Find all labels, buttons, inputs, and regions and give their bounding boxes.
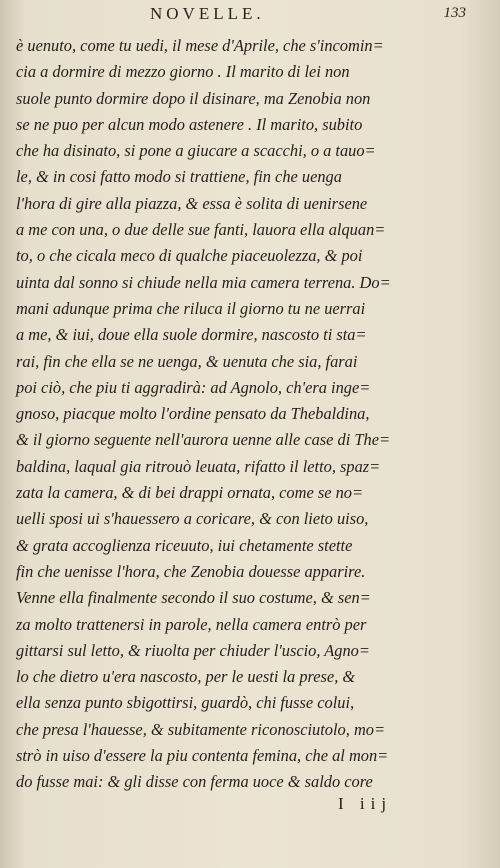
text-line: le, & in cosi fatto modo si trattiene, fin che uenga [16, 167, 342, 187]
text-line: fin che uenisse l'hora, che Zenobia douesse apparire. [16, 561, 366, 581]
text-line: uinta dal sonno si chiude nella mia camera terrena. Do= [16, 272, 391, 292]
text-line: mani adunque prima che riluca il giorno tu ne uerrai [16, 298, 366, 318]
text-line: cia a dormire di mezzo giorno . Il marito di lei non [16, 62, 350, 82]
text-line: & il giorno seguente nell'aurora uenne alle case di The= [16, 430, 391, 450]
text-line: lo che dietro u'era nascosto, per le uesti la prese, & [16, 667, 356, 687]
text-line: do fusse mai: & gli disse con ferma uoce & saldo core [16, 772, 373, 792]
text-line: poi ciò, che piu ti aggradirà: ad Agnolo, ch'era inge= [16, 377, 371, 397]
text-line: gnoso, piacque molto l'ordine pensato da Thebaldina, [16, 404, 370, 424]
text-line: & grata accoglienza riceuuto, iui chetamente stette [16, 535, 353, 555]
text-line: zata la camera, & di bei drappi ornata, come se no= [16, 483, 364, 503]
running-head: NOVELLE. [150, 4, 265, 23]
text-line: che ha disinato, si pone a giucare a scacchi, o a tauo= [16, 141, 376, 161]
text-line: ella senza punto sbigottirsi, guardò, chi fusse colui, [16, 693, 355, 713]
text-line: che presa l'hauesse, & subitamente riconosciutolo, mo= [16, 719, 386, 739]
text-line: è uenuto, come tu uedi, il mese d'Aprile, che s'incomin= [16, 36, 384, 55]
text-line: se ne puo per alcun modo astenere . Il marito, subito [16, 114, 363, 134]
text-line: suole punto dormire dopo il disinare, ma Zenobia non [16, 88, 371, 108]
text-line: to, o che cicala meco di qualche piaceuolezza, & poi [16, 246, 363, 266]
text-line: a me con una, o due delle sue fanti, lauora ella alquan= [16, 220, 386, 240]
text-line: strò in uiso d'essere la piu contenta femina, che al mon= [16, 746, 389, 766]
text-line: baldina, laqual gia ritrouò leuata, rifatto il letto, spaz= [16, 456, 381, 476]
text-line: gittarsi sul letto, & riuolta per chiuder l'uscio, Agno= [16, 640, 370, 660]
text-line: za molto trattenersi in parole, nella camera entrò per [16, 614, 367, 634]
page-header [0, 4, 500, 26]
page-number: 133 [443, 5, 466, 21]
text-line: uelli sposi ui s'hauessero a coricare, & con lieto uiso, [16, 509, 369, 529]
text-line: rai, fin che ella se ne uenga, & uenuta che sia, farai [16, 351, 358, 371]
body-text [16, 33, 444, 796]
text-line: Venne ella finalmente secondo il suo costume, & sen= [16, 588, 371, 608]
text-line: a me, & iui, doue ella suole dormire, nascosto ti sta= [16, 325, 367, 345]
signature-mark: I iij [338, 794, 393, 813]
text-line: l'hora di gire alla piazza, & essa è solita di uenirsene [16, 193, 368, 213]
